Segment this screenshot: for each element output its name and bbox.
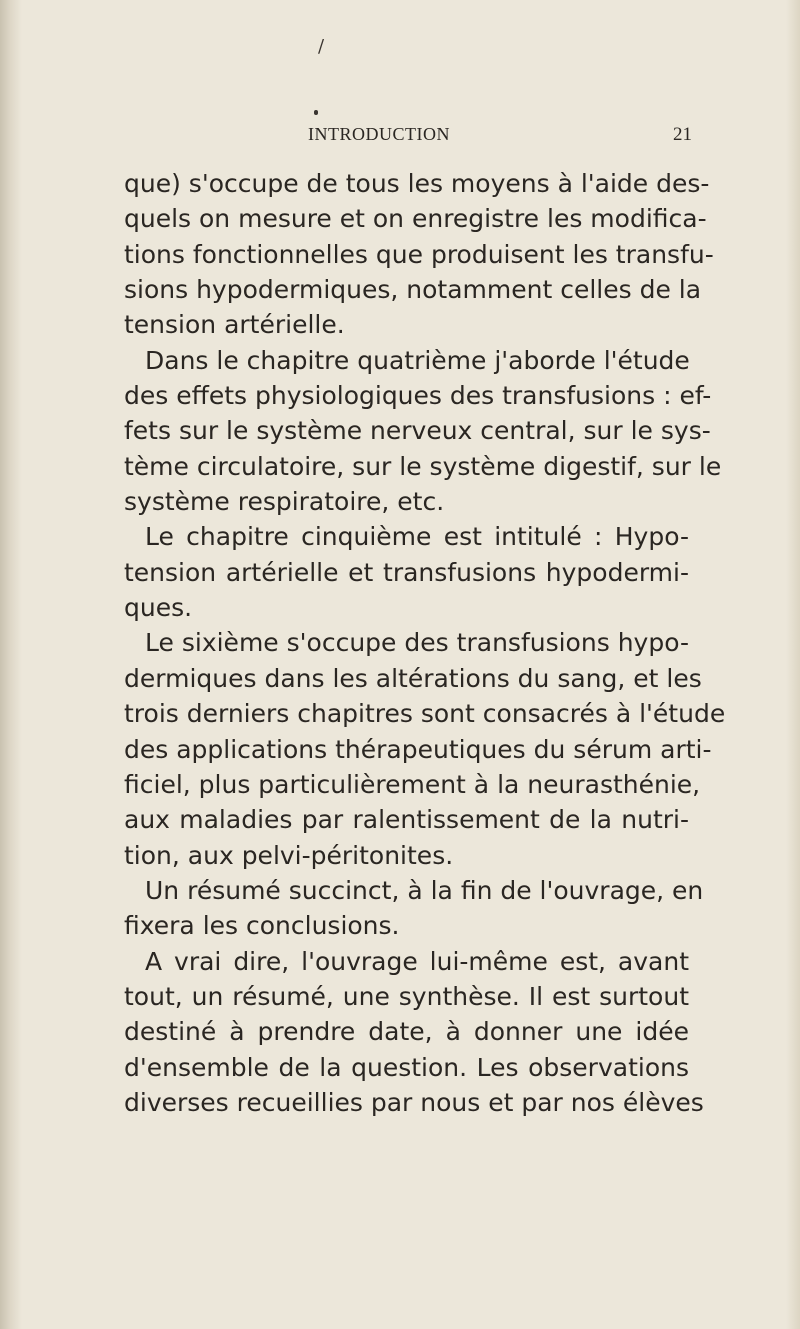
page-number: 21 [673, 124, 692, 145]
text-line: tions fonctionnelles que produisent les transfu- [124, 239, 714, 269]
text-line: trois derniers chapitres sont consacrés à l'étude [124, 699, 726, 729]
top-pencil-mark: / [318, 36, 325, 57]
text-line: des applications thérapeutiques du sérum arti- [124, 734, 712, 764]
text-line: que) s'occupe de tous les moyens à l'aide des- [124, 169, 710, 198]
text-line: ficiel, plus particulièrement à la neurasthénie, [124, 769, 701, 799]
page-edge-shadow-right [786, 0, 800, 1329]
text-line: Le sixième s'occupe des transfusions hypo- [145, 628, 689, 658]
text-line: destiné à prendre date, à donner une idée [124, 1017, 689, 1047]
ink-dot-mark [314, 110, 318, 115]
text-line: des effets physiologiques des transfusions : ef- [124, 381, 712, 411]
text-line: fixera les conclusions. [124, 911, 400, 941]
text-line: système respiratoire, etc. [124, 487, 445, 517]
page-edge-shadow-left [0, 0, 22, 1329]
body-text [124, 166, 726, 1120]
text-line: quels on mesure et on enregistre les modifica- [124, 204, 707, 234]
text-line: tion, aux pelvi-péritonites. [124, 840, 454, 870]
text-line: aux maladies par ralentissement de la nutri- [124, 805, 689, 835]
text-line: Le chapitre cinquième est intitulé : Hypo- [145, 522, 689, 552]
text-line: tension artérielle. [124, 310, 345, 340]
text-line: d'ensemble de la question. Les observations [124, 1052, 689, 1082]
text-line: fets sur le système nerveux central, sur le sys- [124, 416, 711, 446]
text-line: sions hypodermiques, notamment celles de la [124, 275, 702, 305]
running-head-title: INTRODUCTION [308, 124, 450, 144]
text-line: diverses recueillies par nous et par nos élèves [124, 1087, 704, 1117]
text-line: Un résumé succinct, à la fin de l'ouvrage, en [145, 875, 704, 905]
running-head [308, 124, 692, 154]
text-line: dermiques dans les altérations du sang, et les [124, 663, 702, 693]
text-line: tème circulatoire, sur le système digestif, sur le [124, 451, 722, 481]
text-line: Dans le chapitre quatrième j'aborde l'étude [145, 345, 690, 375]
text-line: ques. [124, 593, 193, 623]
text-line: tout, un résumé, une synthèse. Il est surtout [124, 981, 689, 1011]
text-line: tension artérielle et transfusions hypodermi- [124, 557, 689, 587]
text-line: A vrai dire, l'ouvrage lui-même est, avant [145, 946, 689, 976]
